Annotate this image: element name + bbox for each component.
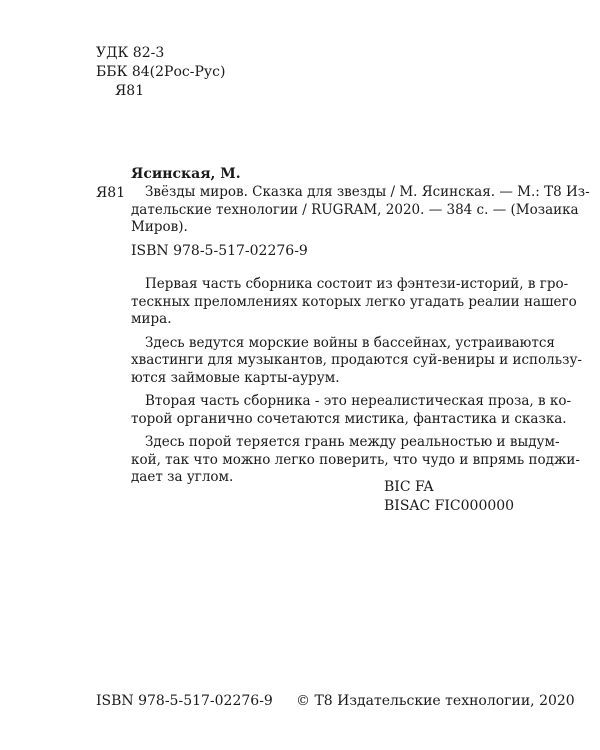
annotation-line: Первая часть сборника состоит из фэнтези-историй, в гро- [145,276,569,292]
annotation-line: дает за углом. [131,469,234,485]
annotation-line: Здесь ведутся морские войны в бассейнах, устраиваются [145,334,555,351]
annotation-paragraph [131,434,580,487]
side-author-mark: Я81 [96,185,126,201]
annotation-paragraph [131,276,577,329]
record-isbn: ISBN 978-5-517-02276-9 [131,243,308,259]
annotation-line: кой, так что можно легко поверить, что чудо и впрямь поджи- [131,451,580,468]
author-name: Ясинская, М. [131,166,241,182]
bisac-code: BISAC FIC000000 [384,498,515,514]
description-line: Звёзды миров. Сказка для звезды / М. Ясинская. — М.: Т8 Из- [145,184,590,200]
udk-code: УДК 82-3 [96,45,165,61]
annotation [131,276,582,493]
bbk-code: ББК 84(2Рос-Рус) [96,64,226,80]
annotation-line: ются займовые карты-аурум. [131,369,340,386]
footer-copyright: © Т8 Издательские технологии, 2020 [296,693,575,709]
bibliographic-description [131,184,590,237]
annotation-line: Здесь порой теряется грань между реальностью и выдум- [145,434,560,450]
annotation-paragraph [131,393,572,428]
annotation-line: Вторая часть сборника - это нереалистическая проза, в ко- [145,393,572,409]
footer-isbn: ISBN 978-5-517-02276-9 [96,693,273,709]
annotation-line: тескных преломлениях которых легко угадать реалии нашего [131,293,577,310]
annotation-paragraph [131,334,582,388]
description-line: Миров). [131,219,188,235]
annotation-line: хвастинги для музыкантов, продаются суй-вениры и использу- [131,352,582,368]
annotation-line: торой органично сочетаются мистика, фантастика и сказка. [131,410,567,427]
bic-code: BIC FA [384,479,434,495]
description-line: дательские технологии / RUGRAM, 2020. — 384 с. — (Мозаика [131,201,579,218]
annotation-line: мира. [131,311,172,327]
author-mark: Я81 [115,83,145,99]
